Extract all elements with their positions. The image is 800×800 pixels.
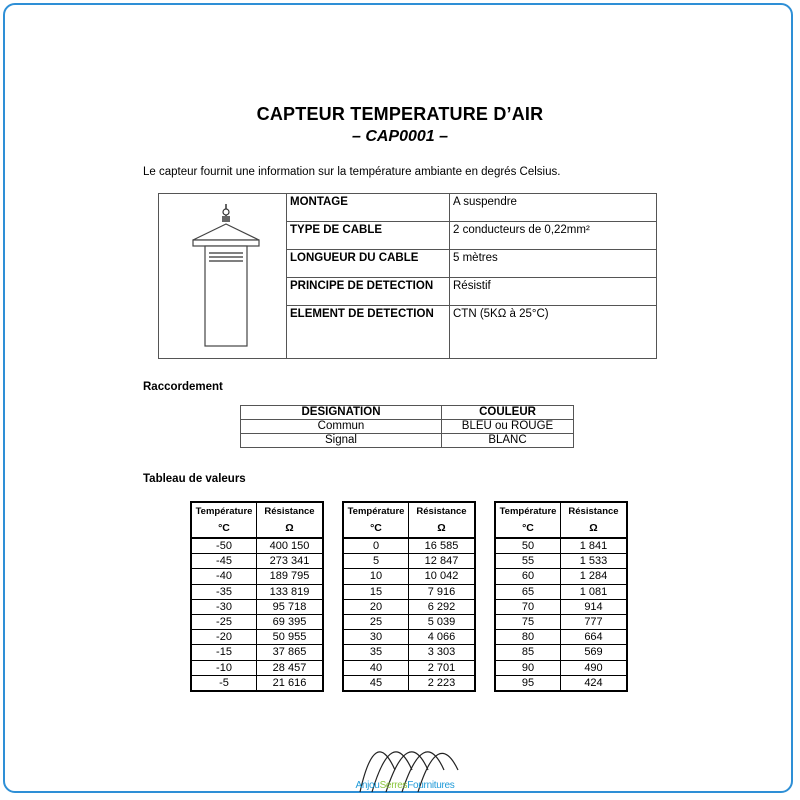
temperature-cell: 95 — [495, 675, 561, 691]
document-subtitle: – CAP0001 – — [351, 128, 449, 145]
table-row — [191, 569, 323, 584]
resistance-cell: 777 — [561, 614, 628, 629]
temperature-cell: -25 — [191, 614, 257, 629]
table-row — [191, 630, 323, 645]
spec-key: MONTAGE — [287, 194, 450, 222]
temperature-cell: -10 — [191, 660, 257, 675]
table-row — [343, 599, 475, 614]
temperature-cell: 80 — [495, 630, 561, 645]
table-row — [191, 675, 323, 691]
values-table — [190, 501, 324, 692]
table-row — [191, 599, 323, 614]
resistance-cell: 12 847 — [409, 554, 476, 569]
document-title: CAPTEUR TEMPERATURE D’AIR — [256, 104, 544, 124]
temperature-cell: -5 — [191, 675, 257, 691]
spec-value: CTN (5KΩ à 25°C) — [450, 306, 657, 359]
table-row — [191, 554, 323, 569]
table-row — [495, 584, 627, 599]
table-row — [343, 630, 475, 645]
table-row — [495, 538, 627, 554]
spec-value: A suspendre — [450, 194, 657, 222]
resistance-cell: 569 — [561, 645, 628, 660]
resistance-cell: 189 795 — [257, 569, 324, 584]
table-row — [343, 614, 475, 629]
raccordement-heading: Raccordement — [143, 381, 223, 393]
table-header-row — [241, 406, 574, 420]
table-header-row — [495, 502, 627, 520]
resistance-cell: 10 042 — [409, 569, 476, 584]
temperature-cell: 40 — [343, 660, 409, 675]
intro-text: Le capteur fournit une information sur la température ambiante en degrés Celsius. — [143, 166, 561, 178]
designation-header: DESIGNATION — [241, 406, 442, 420]
spec-table — [158, 193, 657, 359]
table-row — [495, 614, 627, 629]
designation-cell: Signal — [241, 434, 442, 448]
temperature-cell: -40 — [191, 569, 257, 584]
table-row — [495, 675, 627, 691]
resistance-cell: 5 039 — [409, 614, 476, 629]
resistance-cell: 2 223 — [409, 675, 476, 691]
values-table — [494, 501, 628, 692]
temperature-cell: -30 — [191, 599, 257, 614]
valeurs-heading: Tableau de valeurs — [143, 473, 246, 485]
resistance-header-unit: Ω — [257, 520, 324, 538]
table-row — [495, 645, 627, 660]
table-row — [495, 599, 627, 614]
resistance-cell: 50 955 — [257, 630, 324, 645]
table-row — [343, 675, 475, 691]
temperature-cell: 15 — [343, 584, 409, 599]
resistance-cell: 1 081 — [561, 584, 628, 599]
couleur-cell: BLANC — [442, 434, 574, 448]
temperature-cell: 75 — [495, 614, 561, 629]
resistance-header: Résistance — [257, 502, 324, 520]
logo-word-serres: Serres — [379, 780, 408, 791]
table-row — [495, 569, 627, 584]
temperature-cell: 90 — [495, 660, 561, 675]
temperature-header-unit: °C — [495, 520, 561, 538]
temperature-cell: 85 — [495, 645, 561, 660]
table-row — [343, 660, 475, 675]
table-row — [191, 584, 323, 599]
temperature-cell: 5 — [343, 554, 409, 569]
temperature-cell: 45 — [343, 675, 409, 691]
table-header-row — [495, 520, 627, 538]
table-row — [191, 614, 323, 629]
table-row — [191, 538, 323, 554]
table-row — [343, 645, 475, 660]
resistance-cell: 400 150 — [257, 538, 324, 554]
temperature-cell: 20 — [343, 599, 409, 614]
temperature-cell: 25 — [343, 614, 409, 629]
table-row — [495, 554, 627, 569]
sensor-icon — [159, 194, 286, 357]
resistance-cell: 1 841 — [561, 538, 628, 554]
couleur-header: COULEUR — [442, 406, 574, 420]
table-header-row — [191, 502, 323, 520]
resistance-cell: 1 533 — [561, 554, 628, 569]
resistance-cell: 2 701 — [409, 660, 476, 675]
resistance-cell: 133 819 — [257, 584, 324, 599]
resistance-cell: 273 341 — [257, 554, 324, 569]
spec-value: 2 conducteurs de 0,22mm² — [450, 222, 657, 250]
resistance-cell: 3 303 — [409, 645, 476, 660]
designation-cell: Commun — [241, 420, 442, 434]
table-row — [191, 660, 323, 675]
temperature-cell: 70 — [495, 599, 561, 614]
temperature-cell: 0 — [343, 538, 409, 554]
table-row — [191, 645, 323, 660]
spec-value: 5 mètres — [450, 250, 657, 278]
resistance-header: Résistance — [561, 502, 628, 520]
resistance-cell: 424 — [561, 675, 628, 691]
resistance-header-unit: Ω — [409, 520, 476, 538]
table-row — [343, 569, 475, 584]
resistance-header: Résistance — [409, 502, 476, 520]
temperature-cell: 65 — [495, 584, 561, 599]
resistance-cell: 6 292 — [409, 599, 476, 614]
table-header-row — [343, 502, 475, 520]
table-row — [343, 584, 475, 599]
table-row — [241, 420, 574, 434]
temperature-header: Température — [343, 502, 409, 520]
temperature-header-unit: °C — [191, 520, 257, 538]
spec-row — [159, 194, 657, 222]
logo-word-fournitures: Fournitures — [407, 780, 455, 791]
temperature-cell: 30 — [343, 630, 409, 645]
resistance-cell: 28 457 — [257, 660, 324, 675]
temperature-header: Température — [191, 502, 257, 520]
spec-key: TYPE DE CABLE — [287, 222, 450, 250]
logo-text — [340, 780, 470, 791]
temperature-cell: 60 — [495, 569, 561, 584]
temperature-cell: -35 — [191, 584, 257, 599]
spec-key: ELEMENT DE DETECTION — [287, 306, 450, 359]
resistance-cell: 1 284 — [561, 569, 628, 584]
spec-key: LONGUEUR DU CABLE — [287, 250, 450, 278]
resistance-cell: 7 916 — [409, 584, 476, 599]
resistance-header-unit: Ω — [561, 520, 628, 538]
temperature-header-unit: °C — [343, 520, 409, 538]
resistance-cell: 914 — [561, 599, 628, 614]
temperature-cell: 10 — [343, 569, 409, 584]
raccordement-table — [240, 405, 574, 448]
table-row — [343, 538, 475, 554]
temperature-cell: -45 — [191, 554, 257, 569]
resistance-cell: 21 616 — [257, 675, 324, 691]
table-header-row — [191, 520, 323, 538]
resistance-cell: 490 — [561, 660, 628, 675]
temperature-cell: -20 — [191, 630, 257, 645]
temperature-cell: 55 — [495, 554, 561, 569]
spec-value: Résistif — [450, 278, 657, 306]
resistance-cell: 4 066 — [409, 630, 476, 645]
resistance-cell: 69 395 — [257, 614, 324, 629]
table-row — [495, 660, 627, 675]
table-header-row — [343, 520, 475, 538]
temperature-cell: -15 — [191, 645, 257, 660]
resistance-cell: 664 — [561, 630, 628, 645]
couleur-cell: BLEU ou ROUGE — [442, 420, 574, 434]
resistance-cell: 37 865 — [257, 645, 324, 660]
table-row — [495, 630, 627, 645]
sensor-illustration-cell — [159, 194, 287, 359]
spec-key: PRINCIPE DE DETECTION — [287, 278, 450, 306]
temperature-header: Température — [495, 502, 561, 520]
values-table — [342, 501, 476, 692]
table-row — [343, 554, 475, 569]
temperature-cell: 50 — [495, 538, 561, 554]
table-row — [241, 434, 574, 448]
resistance-cell: 16 585 — [409, 538, 476, 554]
resistance-cell: 95 718 — [257, 599, 324, 614]
logo-word-anjou: Anjou — [355, 780, 380, 791]
temperature-cell: 35 — [343, 645, 409, 660]
temperature-cell: -50 — [191, 538, 257, 554]
